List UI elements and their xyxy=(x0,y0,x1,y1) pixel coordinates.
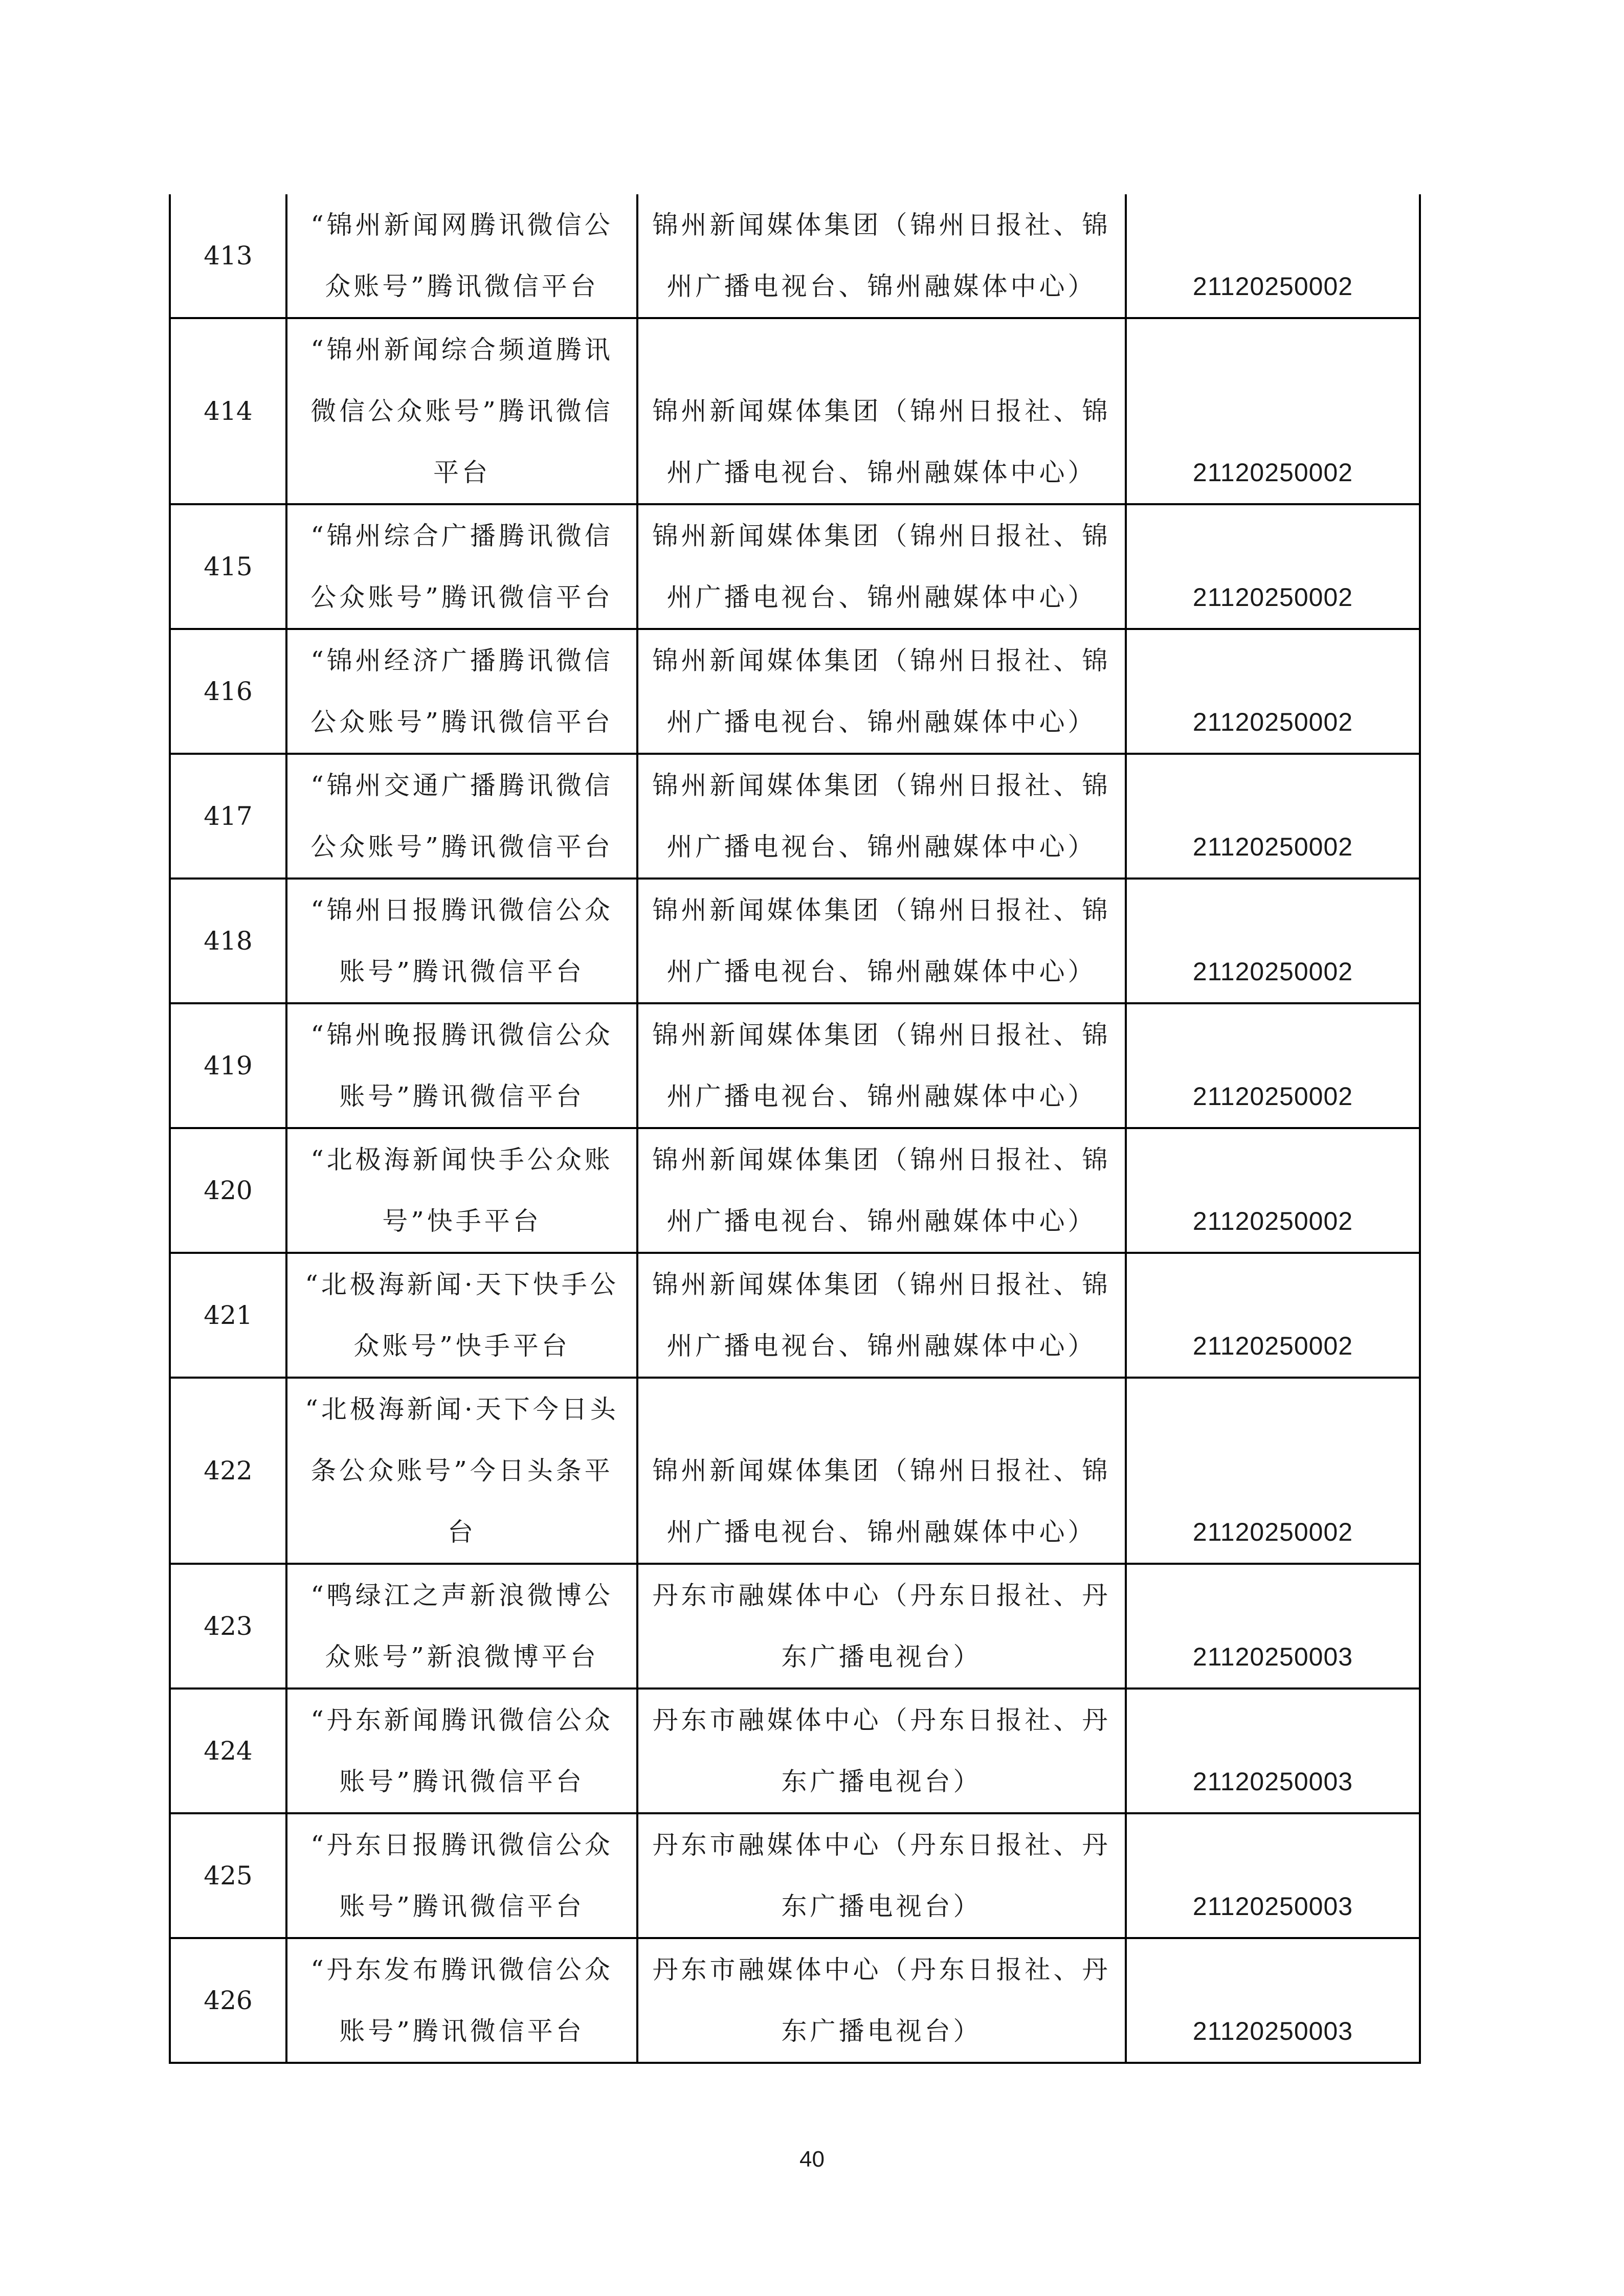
row-number-cell: 413 xyxy=(170,194,286,318)
row-number-cell: 422 xyxy=(170,1378,286,1564)
table-row xyxy=(170,1564,1420,1689)
account-name-text: “锦州综合广播腾讯微信公众账号”腾讯微信平台 xyxy=(310,521,613,612)
row-number-cell: 424 xyxy=(170,1689,286,1813)
row-number-cell: 417 xyxy=(170,754,286,879)
row-number-cell: 419 xyxy=(170,1003,286,1128)
organization-text: 锦州新闻媒体集团（锦州日报社、锦州广播电视台、锦州融媒体中心） xyxy=(652,521,1111,612)
organization-cell xyxy=(637,1813,1126,1938)
organization-cell xyxy=(637,1689,1126,1813)
account-name-cell xyxy=(286,629,637,754)
organization-text: 锦州新闻媒体集团（锦州日报社、锦州广播电视台、锦州融媒体中心） xyxy=(652,646,1111,737)
organization-cell xyxy=(637,1938,1126,2063)
organization-cell xyxy=(637,1378,1126,1564)
account-name-cell xyxy=(286,1003,637,1128)
account-name-text: “北极海新闻·天下快手公众账号”快手平台 xyxy=(305,1270,619,1361)
license-code-cell: 21120250003 xyxy=(1126,1938,1420,2063)
account-name-cell xyxy=(286,1378,637,1564)
table-row xyxy=(170,629,1420,754)
organization-cell xyxy=(637,754,1126,879)
license-code-cell: 21120250002 xyxy=(1126,879,1420,1003)
license-code-cell: 21120250002 xyxy=(1126,1253,1420,1378)
organization-cell xyxy=(637,318,1126,504)
account-name-text: “锦州交通广播腾讯微信公众账号”腾讯微信平台 xyxy=(310,771,613,862)
registry-table-body xyxy=(170,194,1420,2063)
account-name-cell xyxy=(286,1564,637,1689)
table-row xyxy=(170,1813,1420,1938)
account-name-cell xyxy=(286,879,637,1003)
table-row xyxy=(170,1938,1420,2063)
organization-text: 锦州新闻媒体集团（锦州日报社、锦州广播电视台、锦州融媒体中心） xyxy=(652,1456,1111,1547)
account-name-text: “锦州经济广播腾讯微信公众账号”腾讯微信平台 xyxy=(310,646,613,737)
organization-text: 丹东市融媒体中心（丹东日报社、丹东广播电视台） xyxy=(652,1955,1111,2046)
row-number-cell: 426 xyxy=(170,1938,286,2063)
account-name-cell xyxy=(286,194,637,318)
table-row xyxy=(170,1689,1420,1813)
row-number-cell: 423 xyxy=(170,1564,286,1689)
row-number-cell: 416 xyxy=(170,629,286,754)
license-code-cell: 21120250002 xyxy=(1126,318,1420,504)
license-code-cell: 21120250002 xyxy=(1126,1003,1420,1128)
account-name-cell xyxy=(286,1813,637,1938)
license-code-cell: 21120250003 xyxy=(1126,1564,1420,1689)
page-number: 40 xyxy=(799,2147,825,2172)
organization-text: 锦州新闻媒体集团（锦州日报社、锦州广播电视台、锦州融媒体中心） xyxy=(652,210,1111,301)
row-number-cell: 425 xyxy=(170,1813,286,1938)
registry-table-container xyxy=(169,194,1419,2064)
table-row xyxy=(170,318,1420,504)
organization-cell xyxy=(637,1253,1126,1378)
organization-cell xyxy=(637,504,1126,629)
organization-cell xyxy=(637,1128,1126,1253)
license-code-cell: 21120250003 xyxy=(1126,1689,1420,1813)
account-name-cell xyxy=(286,754,637,879)
table-row xyxy=(170,504,1420,629)
account-name-text: “丹东日报腾讯微信公众账号”腾讯微信平台 xyxy=(310,1830,613,1921)
account-name-text: “北极海新闻·天下今日头条公众账号”今日头条平台 xyxy=(305,1394,619,1547)
license-code-cell: 21120250002 xyxy=(1126,1128,1420,1253)
organization-text: 锦州新闻媒体集团（锦州日报社、锦州广播电视台、锦州融媒体中心） xyxy=(652,895,1111,986)
organization-cell xyxy=(637,629,1126,754)
table-row xyxy=(170,1003,1420,1128)
license-code-cell: 21120250002 xyxy=(1126,194,1420,318)
account-name-text: “鸭绿江之声新浪微博公众账号”新浪微博平台 xyxy=(310,1581,613,1672)
license-code-cell: 21120250002 xyxy=(1126,1378,1420,1564)
license-code-cell: 21120250002 xyxy=(1126,754,1420,879)
account-name-cell xyxy=(286,1689,637,1813)
table-row xyxy=(170,1128,1420,1253)
license-code-cell: 21120250002 xyxy=(1126,629,1420,754)
table-row xyxy=(170,194,1420,318)
row-number-cell: 414 xyxy=(170,318,286,504)
account-name-text: “丹东新闻腾讯微信公众账号”腾讯微信平台 xyxy=(310,1705,613,1796)
account-name-text: “北极海新闻快手公众账号”快手平台 xyxy=(310,1145,613,1236)
table-row xyxy=(170,1253,1420,1378)
row-number-cell: 421 xyxy=(170,1253,286,1378)
registry-table xyxy=(169,194,1421,2064)
account-name-text: “锦州新闻综合频道腾讯微信公众账号”腾讯微信平台 xyxy=(310,335,613,487)
license-code-cell: 21120250003 xyxy=(1126,1813,1420,1938)
table-row xyxy=(170,879,1420,1003)
account-name-text: “锦州新闻网腾讯微信公众账号”腾讯微信平台 xyxy=(310,210,613,301)
row-number-cell: 418 xyxy=(170,879,286,1003)
account-name-cell xyxy=(286,1253,637,1378)
organization-cell xyxy=(637,1003,1126,1128)
account-name-cell xyxy=(286,504,637,629)
license-code-cell: 21120250002 xyxy=(1126,504,1420,629)
table-row xyxy=(170,754,1420,879)
organization-text: 锦州新闻媒体集团（锦州日报社、锦州广播电视台、锦州融媒体中心） xyxy=(652,396,1111,487)
row-number-cell: 420 xyxy=(170,1128,286,1253)
organization-text: 锦州新闻媒体集团（锦州日报社、锦州广播电视台、锦州融媒体中心） xyxy=(652,1145,1111,1236)
organization-cell xyxy=(637,879,1126,1003)
account-name-cell xyxy=(286,1128,637,1253)
organization-text: 锦州新闻媒体集团（锦州日报社、锦州广播电视台、锦州融媒体中心） xyxy=(652,1020,1111,1111)
organization-cell xyxy=(637,1564,1126,1689)
account-name-text: “丹东发布腾讯微信公众账号”腾讯微信平台 xyxy=(310,1955,613,2046)
table-row xyxy=(170,1378,1420,1564)
account-name-cell xyxy=(286,318,637,504)
account-name-cell xyxy=(286,1938,637,2063)
account-name-text: “锦州晚报腾讯微信公众账号”腾讯微信平台 xyxy=(310,1020,613,1111)
row-number-cell: 415 xyxy=(170,504,286,629)
organization-text: 锦州新闻媒体集团（锦州日报社、锦州广播电视台、锦州融媒体中心） xyxy=(652,771,1111,862)
organization-text: 锦州新闻媒体集团（锦州日报社、锦州广播电视台、锦州融媒体中心） xyxy=(652,1270,1111,1361)
organization-text: 丹东市融媒体中心（丹东日报社、丹东广播电视台） xyxy=(652,1705,1111,1796)
organization-cell xyxy=(637,194,1126,318)
account-name-text: “锦州日报腾讯微信公众账号”腾讯微信平台 xyxy=(310,895,613,986)
organization-text: 丹东市融媒体中心（丹东日报社、丹东广播电视台） xyxy=(652,1581,1111,1672)
organization-text: 丹东市融媒体中心（丹东日报社、丹东广播电视台） xyxy=(652,1830,1111,1921)
